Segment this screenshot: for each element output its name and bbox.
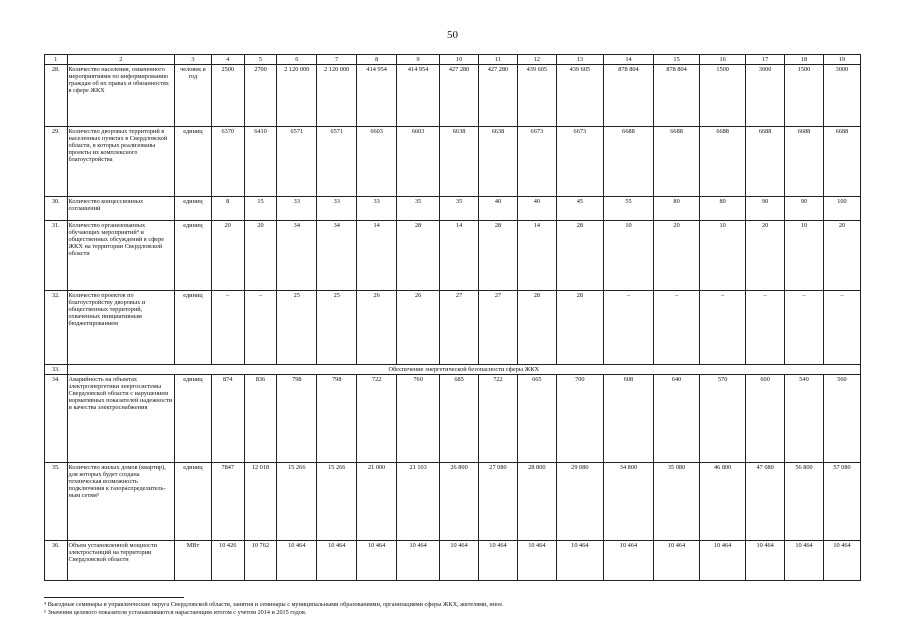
column-header: 12 [517,55,556,65]
value-cell: 20 [654,221,700,291]
value-cell: 20 [211,221,244,291]
unit-cell: единиц [175,291,212,365]
value-cell: 33 [317,197,357,221]
value-cell: 10 426 [211,541,244,581]
column-header: 4 [211,55,244,65]
value-cell: 10 464 [517,541,556,581]
row-number: 28. [45,65,68,127]
section-number: 33. [45,365,68,375]
value-cell: 608 [603,375,653,463]
value-cell: – [823,291,860,365]
value-cell: 40 [479,197,518,221]
value-cell: 20 [746,221,785,291]
value-cell: – [211,291,244,365]
value-cell: 34 [277,221,317,291]
section-row [45,365,861,375]
value-cell: 570 [700,375,746,463]
value-cell: 6571 [317,127,357,197]
value-cell: 35 080 [654,463,700,541]
value-cell: 25 [317,291,357,365]
value-cell: 427 280 [440,65,479,127]
indicators-table [44,54,861,581]
value-cell: 6638 [479,127,518,197]
value-cell: 836 [244,375,277,463]
value-cell: 45 [556,197,603,221]
value-cell: 6603 [357,127,397,197]
value-cell: 10 464 [556,541,603,581]
value-cell: 14 [440,221,479,291]
value-cell: 700 [556,375,603,463]
value-cell: 20 [244,221,277,291]
value-cell: 80 [654,197,700,221]
value-cell: – [244,291,277,365]
column-numbers-row [45,55,861,65]
value-cell: 80 [700,197,746,221]
unit-cell: единиц [175,463,212,541]
value-cell: 8 [211,197,244,221]
value-cell: 21 000 [357,463,397,541]
row-number: 35. [45,463,68,541]
value-cell: 3000 [823,65,860,127]
footnote-5: ⁵ Значения целевого показателя устанавливаются нарастающим итогом с учетом 2014 и 2015 годов. [44,609,307,616]
value-cell: 6688 [823,127,860,197]
value-cell: 20 [823,221,860,291]
value-cell: 28 800 [517,463,556,541]
column-header: 8 [357,55,397,65]
table-row [45,221,861,291]
value-cell: – [603,291,653,365]
value-cell: 26 [357,291,397,365]
indicator-name: Количество дворовых территорий в населенных пунктах в Свердловской области, в которых реализованы проекты их комплексного благоустройства [67,127,175,197]
value-cell: 28 [556,221,603,291]
table-row [45,197,861,221]
unit-cell: единиц [175,221,212,291]
row-number: 30. [45,197,68,221]
indicator-name: Количество жилых домов (квартир), для которых будет создана техническая возможность подключения к газораспределитель-ным сетям⁵ [67,463,175,541]
value-cell: 10 464 [357,541,397,581]
column-header: 17 [746,55,785,65]
value-cell: 34 [317,221,357,291]
value-cell: 15 266 [317,463,357,541]
footnote-rule [44,597,184,598]
value-cell: – [654,291,700,365]
value-cell: 874 [211,375,244,463]
column-header: 6 [277,55,317,65]
section-title: Обеспечение энергетической безопасности сферы ЖКХ [67,365,860,375]
row-number: 31. [45,221,68,291]
value-cell: 2 120 000 [317,65,357,127]
value-cell: 10 464 [654,541,700,581]
value-cell: 26 [397,291,440,365]
value-cell: 10 464 [397,541,440,581]
value-cell: 26 800 [440,463,479,541]
column-header: 11 [479,55,518,65]
table-row [45,375,861,463]
value-cell: 10 [603,221,653,291]
row-number: 36. [45,541,68,581]
value-cell: 10 [700,221,746,291]
value-cell: 1500 [700,65,746,127]
column-header: 2 [67,55,175,65]
column-header: 5 [244,55,277,65]
row-number: 32. [45,291,68,365]
value-cell: 2700 [244,65,277,127]
value-cell: 600 [746,375,785,463]
value-cell: 6673 [517,127,556,197]
column-header: 18 [785,55,824,65]
value-cell: 10 464 [603,541,653,581]
value-cell: 878 804 [603,65,653,127]
value-cell: 3000 [746,65,785,127]
value-cell: 640 [654,375,700,463]
value-cell: 55 [603,197,653,221]
value-cell: 34 800 [603,463,653,541]
value-cell: 427 280 [479,65,518,127]
value-cell: 722 [479,375,518,463]
value-cell: 722 [357,375,397,463]
row-number: 34. [45,375,68,463]
value-cell: 2500 [211,65,244,127]
value-cell: 6688 [785,127,824,197]
unit-cell: человек в год [175,65,212,127]
value-cell: 540 [785,375,824,463]
value-cell: 12 018 [244,463,277,541]
table-row [45,65,861,127]
value-cell: 2 120 000 [277,65,317,127]
value-cell: 6571 [277,127,317,197]
value-cell: 35 [397,197,440,221]
value-cell: 28 [479,221,518,291]
indicator-name: Объем установленной мощности электростанций на территории Свердловской области [67,541,175,581]
value-cell: – [700,291,746,365]
value-cell: 25 [277,291,317,365]
value-cell: 10 464 [317,541,357,581]
value-cell: 665 [517,375,556,463]
value-cell: 33 [277,197,317,221]
value-cell: 33 [357,197,397,221]
row-number: 29. [45,127,68,197]
value-cell: 7847 [211,463,244,541]
value-cell: – [746,291,785,365]
page-number: 50 [447,29,458,41]
column-header: 15 [654,55,700,65]
value-cell: 29 080 [556,463,603,541]
value-cell: 6673 [556,127,603,197]
value-cell: 56 800 [785,463,824,541]
value-cell: 100 [823,197,860,221]
value-cell: 560 [823,375,860,463]
value-cell: 10 464 [746,541,785,581]
value-cell: 15 266 [277,463,317,541]
indicator-name: Количество проектов по благоустройству дворовых и общественных территорий, охваченных инициативным бюджетированием [67,291,175,365]
value-cell: 1500 [785,65,824,127]
value-cell: 6603 [397,127,440,197]
indicator-name: Количество концессионных соглашений [67,197,175,221]
column-header: 16 [700,55,746,65]
value-cell: – [785,291,824,365]
value-cell: 10 464 [440,541,479,581]
value-cell: 10 464 [823,541,860,581]
unit-cell: единиц [175,127,212,197]
value-cell: 6688 [603,127,653,197]
column-header: 19 [823,55,860,65]
value-cell: 10 762 [244,541,277,581]
value-cell: 10 [785,221,824,291]
value-cell: 28 [556,291,603,365]
value-cell: 10 464 [479,541,518,581]
column-header: 13 [556,55,603,65]
value-cell: 46 800 [700,463,746,541]
value-cell: 6688 [654,127,700,197]
value-cell: 40 [517,197,556,221]
value-cell: 21 103 [397,463,440,541]
column-header: 1 [45,55,68,65]
value-cell: 14 [517,221,556,291]
column-header: 9 [397,55,440,65]
unit-cell: единиц [175,375,212,463]
value-cell: 47 080 [746,463,785,541]
value-cell: 439 605 [517,65,556,127]
value-cell: 6688 [700,127,746,197]
value-cell: 798 [277,375,317,463]
value-cell: 15 [244,197,277,221]
unit-cell: МВт [175,541,212,581]
value-cell: 414 954 [397,65,440,127]
table-row [45,541,861,581]
value-cell: 6638 [440,127,479,197]
column-header: 14 [603,55,653,65]
value-cell: 6410 [244,127,277,197]
value-cell: 439 605 [556,65,603,127]
value-cell: 10 464 [785,541,824,581]
value-cell: 414 954 [357,65,397,127]
table-row [45,127,861,197]
indicator-name: Аварийность на объектах электроэнергетики энергосистемы Свердловской области с нарушением нормативных показателей надежности и качества электроснабжения [67,375,175,463]
value-cell: 27 [479,291,518,365]
value-cell: 90 [785,197,824,221]
value-cell: 10 464 [700,541,746,581]
value-cell: 10 464 [277,541,317,581]
value-cell: 57 080 [823,463,860,541]
value-cell: 27 080 [479,463,518,541]
column-header: 3 [175,55,212,65]
indicator-name: Количество населения, охваченного мероприятиями по информированию граждан об их правах и обязанностях в сфере ЖКХ [67,65,175,127]
value-cell: 6688 [746,127,785,197]
value-cell: 685 [440,375,479,463]
table-row [45,291,861,365]
value-cell: 6370 [211,127,244,197]
value-cell: 878 804 [654,65,700,127]
value-cell: 798 [317,375,357,463]
table-row [45,463,861,541]
value-cell: 27 [440,291,479,365]
value-cell: 14 [357,221,397,291]
value-cell: 35 [440,197,479,221]
unit-cell: единиц [175,197,212,221]
value-cell: 90 [746,197,785,221]
value-cell: 760 [397,375,440,463]
value-cell: 28 [397,221,440,291]
column-header: 10 [440,55,479,65]
footnote-4: ⁴ Выездные семинары в управленческие округа Свердловской области, занятия и семинары с муниципальными образованиями, организациями сферы ЖКХ, жителями, иное. [44,601,504,608]
column-header: 7 [317,55,357,65]
indicator-name: Количество организованных обучающих мероприятий⁴ и общественных обсуждений в сфере ЖКХ на территории Свердловской области [67,221,175,291]
value-cell: 28 [517,291,556,365]
